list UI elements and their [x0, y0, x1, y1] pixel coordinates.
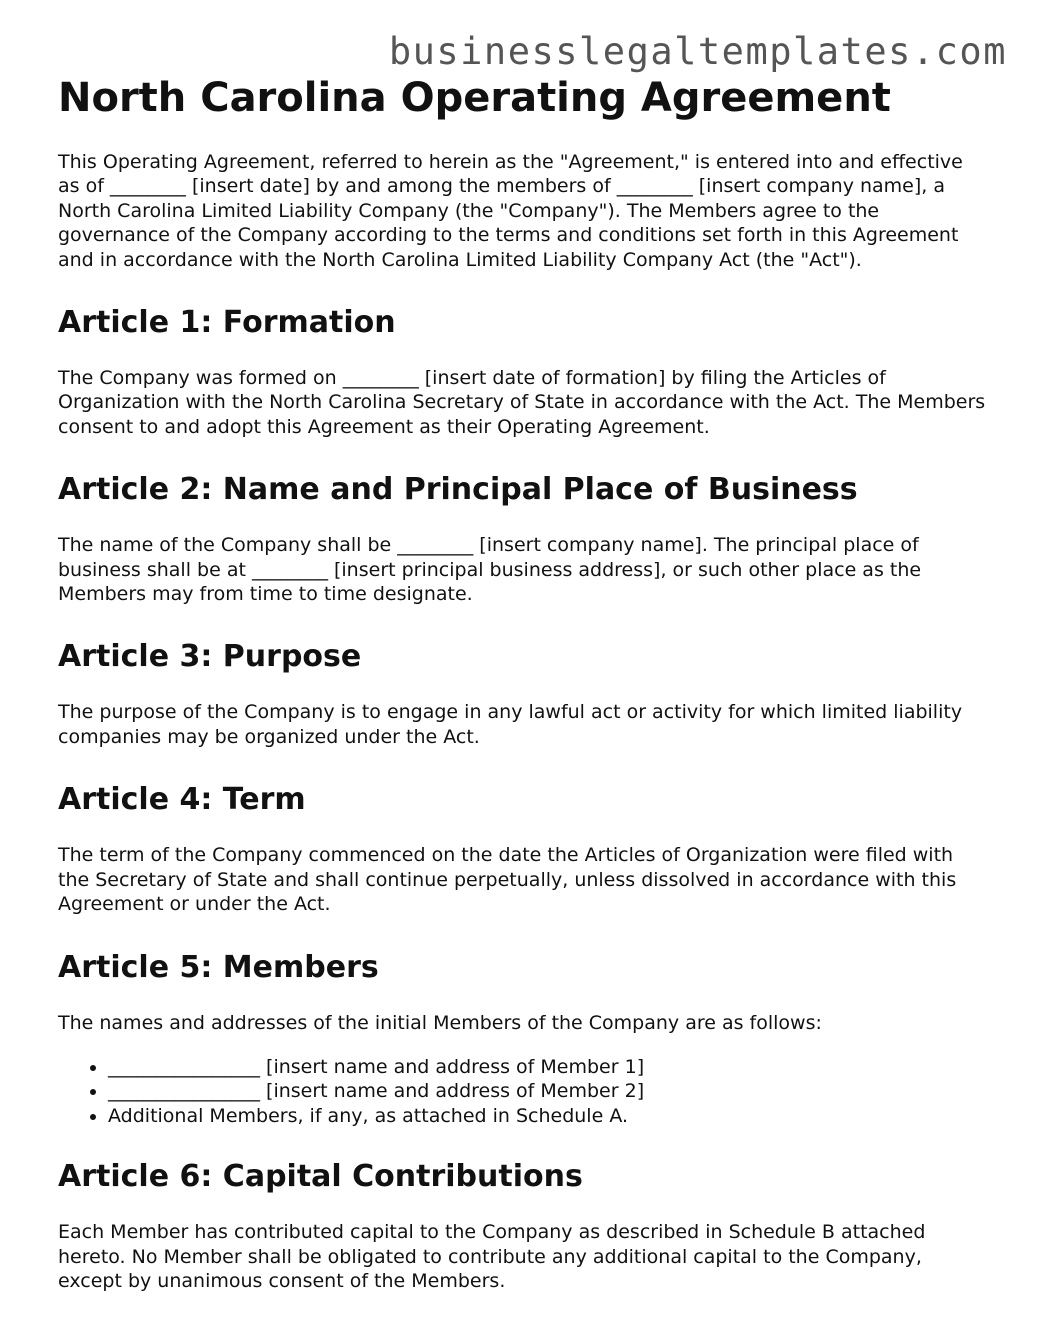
article-heading: Article 1: Formation [58, 305, 396, 341]
article-heading: Article 4: Term [58, 782, 306, 818]
list-item: • Additional Members, if any, as attached in Schedule A. [108, 1104, 988, 1128]
article-5 [58, 949, 988, 1129]
intro-paragraph: This Operating Agreement, referred to herein as the "Agreement," is entered into and effective as of ________ [insert date] by and among the members of ________ [insert company name], a North Carolina Limited Liability Company (the "Company"). The Members agree to the governance of the Company according to the terms and conditions set forth in this Agreement and in accordance with the North Carolina Limited Liability Company Act (the "Act"). [58, 151, 963, 271]
article-body: Each Member has contributed capital to the Company as described in Schedule B attached hereto. No Member shall be obligated to contribute any additional capital to the Company, except by unanimous consent of the Members. [58, 1221, 926, 1292]
article-body: The term of the Company commenced on the date the Articles of Organization were filed with the Secretary of State and shall continue perpetually, unless dissolved in accordance with this Agreement or under the Act. [58, 844, 957, 916]
article-3 [58, 638, 988, 749]
members-list [58, 1055, 988, 1128]
article-1 [58, 304, 988, 439]
watermark: businesslegaltemplates.com [388, 30, 1007, 73]
article-body: The Company was formed on ________ [insert date of formation] by filing the Articles of Organization with the North Carolina Secretary of State in accordance with the Act. The Members consent to and adopt this Agreement as their Operating Agreement. [58, 367, 986, 438]
article-body: The names and addresses of the initial Members of the Company are as follows: [58, 1011, 822, 1034]
article-heading: Article 2: Name and Principal Place of Business [58, 472, 858, 508]
article-body: The name of the Company shall be ________ [insert company name]. The principal place of business shall be at ________ [insert principal business address], or such other place as the Members may from time to time designate. [58, 534, 922, 606]
document-title: North Carolina Operating Agreement [58, 75, 891, 121]
article-heading: Article 6: Capital Contributions [58, 1159, 583, 1195]
article-6 [58, 1158, 988, 1293]
list-item: • ________________ [insert name and address of Member 2] [108, 1079, 988, 1103]
article-2 [58, 471, 988, 606]
article-4 [58, 781, 988, 916]
document [58, 72, 988, 1293]
article-heading: Article 3: Purpose [58, 639, 362, 675]
article-heading: Article 5: Members [58, 949, 379, 985]
list-item: • ________________ [insert name and address of Member 1] [108, 1055, 988, 1079]
article-body: The purpose of the Company is to engage in any lawful act or activity for which limited liability companies may be organized under the Act. [58, 701, 963, 748]
